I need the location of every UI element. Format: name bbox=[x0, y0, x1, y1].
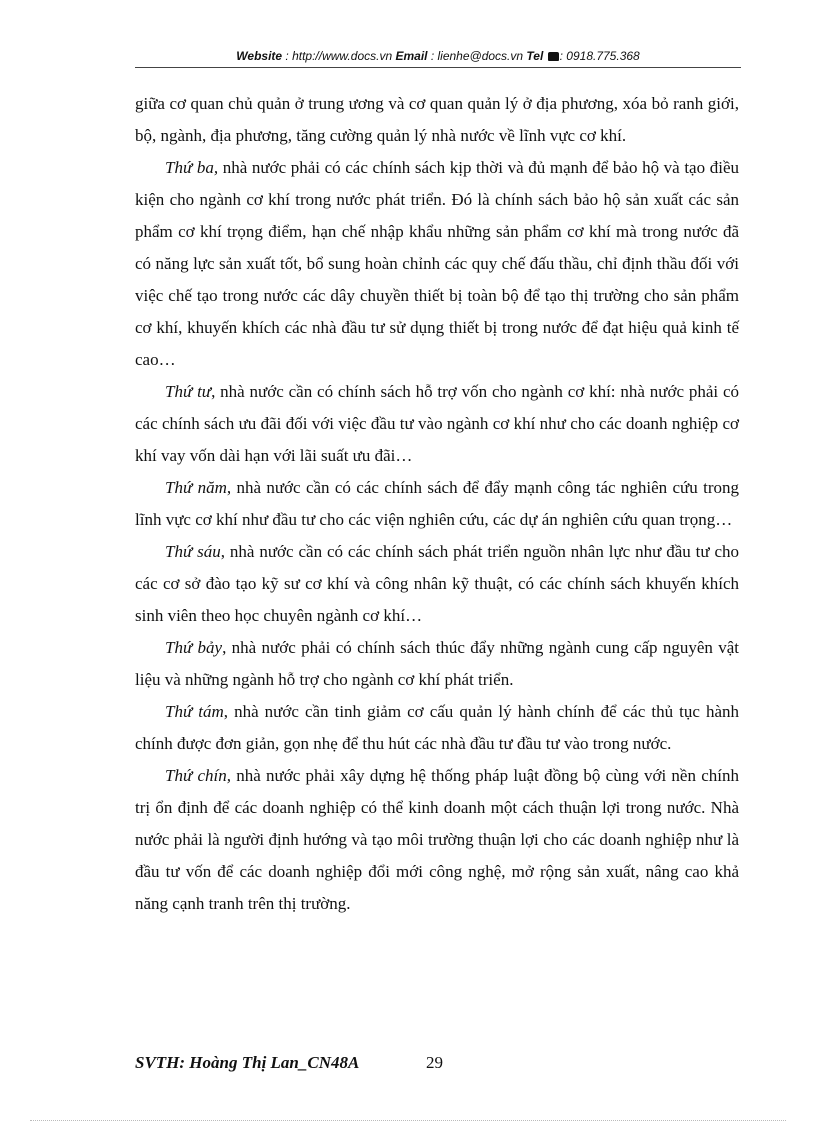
page-header bbox=[135, 47, 741, 68]
paragraph-text: , nhà nước cần có các chính sách để đẩy mạnh công tác nghiên cứu trong lĩnh vực cơ khí như đầu tư cho các viện nghiên cứu, các dự án nghiên cứu quan trọng… bbox=[135, 478, 739, 529]
paragraph-lead: Thứ ba, bbox=[165, 158, 219, 177]
page-number: 29 bbox=[426, 1053, 443, 1072]
paragraph-text: , nhà nước cần có chính sách hỗ trợ vốn cho ngành cơ khí: nhà nước phải có các chính sách ưu đãi đối với việc đầu tư vào ngành cơ khí như cho các doanh nghiệp cơ khí vay vốn dài hạn với lãi suất ưu đãi… bbox=[135, 382, 739, 465]
paragraph-lead: Thứ chín, bbox=[165, 766, 231, 785]
paragraph-text: , nhà nước cần có các chính sách phát triển nguồn nhân lực như đầu tư cho các cơ sở đào tạo kỹ sư cơ khí và công nhân kỹ thuật, có các chính sách khuyến khích sinh viên theo học chuyên ngành cơ khí… bbox=[135, 542, 740, 625]
phone-icon bbox=[548, 52, 559, 61]
paragraph-lead: Thứ bảy bbox=[165, 638, 223, 657]
paragraph-lead: Thứ tư bbox=[165, 382, 212, 401]
email-label: Email bbox=[395, 49, 428, 63]
tel-value: : 0918.775.368 bbox=[559, 49, 640, 63]
paragraph-thu-tam bbox=[135, 696, 739, 760]
bottom-divider bbox=[30, 1120, 786, 1121]
paragraph-thu-sau bbox=[135, 536, 739, 632]
website-label: Website bbox=[236, 49, 283, 63]
paragraph-text: nhà nước phải xây dựng hệ thống pháp luật đồng bộ cùng với nền chính trị ổn định để các doanh nghiệp có thể kinh doanh một cách thuận lợi trong nước. Nhà nước phải là người định hướng và tạo môi trường thuận lợi cho các doanh nghiệp như là đầu tư vốn để các doanh nghiệp đổi mới công nghệ, mở rộng sản xuất, nâng cao khả năng cạnh tranh trên thị trường. bbox=[135, 766, 739, 913]
email-link[interactable]: : lienhe@docs.vn bbox=[427, 49, 527, 63]
paragraph-text: nhà nước phải có các chính sách kịp thời và đủ mạnh để bảo hộ và tạo điều kiện cho ngành cơ khí trong nước phát triển. Đó là chính sách bảo hộ sản xuất các sản phẩm cơ khí trọng điểm, hạn chế nhập khẩu những sản phẩm cơ khí mà trong nước đã có năng lực sản xuất tốt, bổ sung hoàn chỉnh các quy chế đấu thầu, chỉ định thầu đối với việc chế tạo trong nước các dây chuyền thiết bị toàn bộ để tạo thị trường cho sản phẩm cơ khí, khuyến khích các nhà đầu tư sử dụng thiết bị trong nước để đạt hiệu quả kinh tế cao… bbox=[135, 158, 739, 369]
paragraph-thu-nam bbox=[135, 472, 739, 536]
paragraph-thu-tu bbox=[135, 376, 739, 472]
paragraph-text: , nhà nước phải có chính sách thúc đẩy những ngành cung cấp nguyên vật liệu và những ngành hỗ trợ cho ngành cơ khí phát triển. bbox=[135, 638, 740, 689]
paragraph-lead: Thứ năm bbox=[165, 478, 227, 497]
paragraph-lead: Thứ sáu bbox=[165, 542, 221, 561]
paragraph-thu-ba bbox=[135, 152, 739, 376]
intro-paragraph: giữa cơ quan chủ quản ở trung ương và cơ quan quản lý ở địa phương, xóa bỏ ranh giới, bộ, ngành, địa phương, tăng cường quản lý nhà nước về lĩnh vực cơ khí. bbox=[135, 94, 739, 145]
document-body bbox=[135, 88, 739, 920]
paragraph-thu-chin bbox=[135, 760, 739, 920]
footer-author: SVTH: Hoàng Thị Lan_CN48A bbox=[135, 1053, 360, 1072]
paragraph-text: , nhà nước cần tinh giảm cơ cấu quản lý hành chính để các thủ tục hành chính được đơn giản, gọn nhẹ để thu hút các nhà đầu tư đầu tư vào trong nước. bbox=[135, 702, 739, 753]
paragraph-lead: Thứ tám bbox=[165, 702, 224, 721]
website-link[interactable]: : http://www.docs.vn bbox=[282, 49, 396, 63]
tel-label: Tel bbox=[526, 49, 544, 63]
paragraph-thu-bay bbox=[135, 632, 739, 696]
